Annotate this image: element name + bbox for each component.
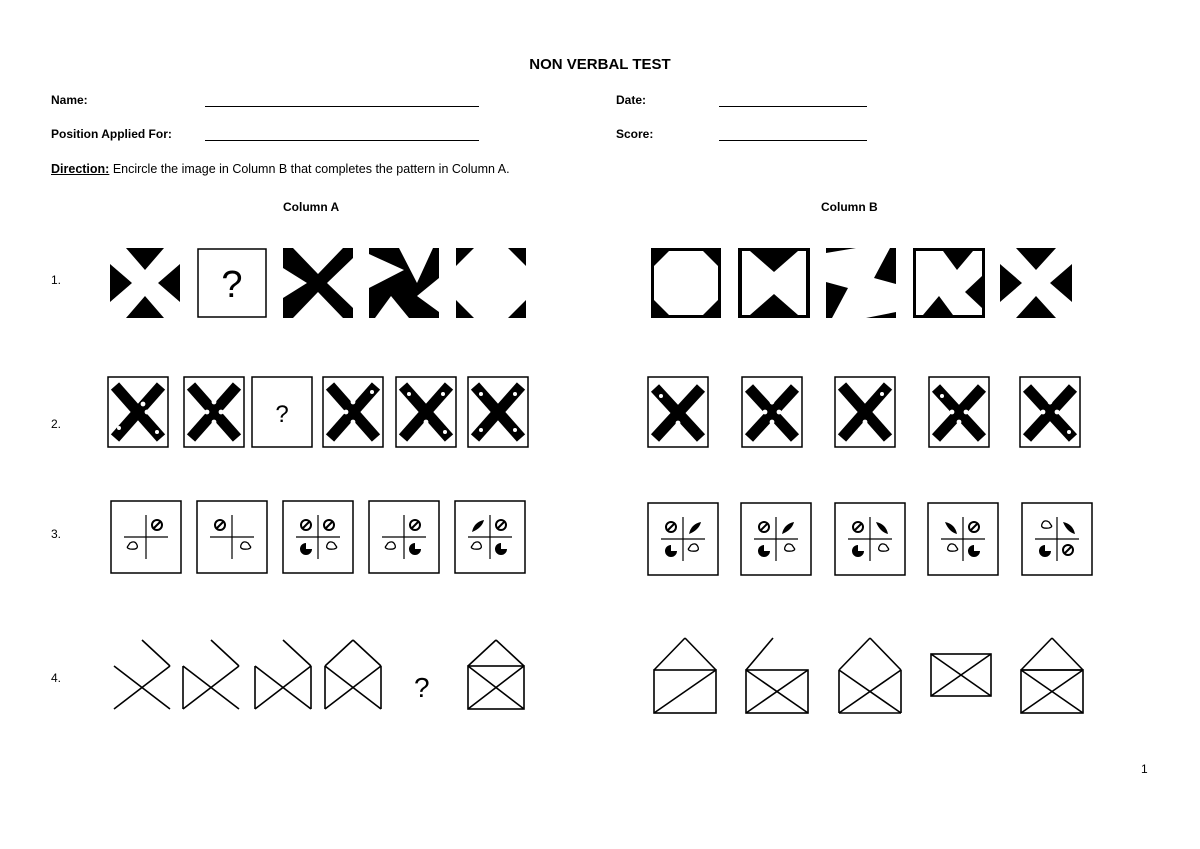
direction-body: Encircle the image in Column B that completes the pattern in Column A. — [109, 162, 510, 176]
q4-question-mark: ? — [414, 672, 430, 703]
q3-a-figure-1 — [110, 500, 182, 574]
q2-a-figure-4 — [322, 376, 384, 448]
q2-b-option-2[interactable] — [741, 376, 803, 448]
q1-question-mark: ? — [221, 264, 243, 306]
q4-b-option-5[interactable] — [1018, 636, 1086, 716]
q1-a-question-box — [197, 248, 267, 318]
q1-b-option-3[interactable] — [826, 248, 896, 318]
q1-b-option-1[interactable] — [651, 248, 721, 318]
q2-question-mark: ? — [275, 401, 289, 428]
q1-b-option-2[interactable] — [738, 248, 810, 318]
q1-b-option-5[interactable] — [1000, 248, 1072, 318]
score-label: Score: — [616, 127, 654, 141]
q4-b-option-4[interactable] — [928, 651, 994, 699]
q2-a-figure-6 — [467, 376, 529, 448]
q4-a-figure-4 — [322, 638, 384, 712]
q2-b-option-4[interactable] — [928, 376, 990, 448]
page-number: 1 — [1141, 762, 1148, 776]
name-label: Name: — [51, 93, 88, 107]
column-b-heading: Column B — [821, 200, 878, 214]
q4-a-figure-6 — [465, 638, 527, 712]
column-a-heading: Column A — [283, 200, 340, 214]
q2-a-question-box — [251, 376, 313, 448]
q3-a-figure-2 — [196, 500, 268, 574]
q2-b-option-1[interactable] — [647, 376, 709, 448]
page-title: NON VERBAL TEST — [529, 56, 671, 73]
q3-b-option-4[interactable] — [927, 502, 999, 576]
q1-a-figure-4 — [369, 248, 439, 318]
q4-b-option-1[interactable] — [651, 636, 719, 716]
q3-a-figure-4 — [368, 500, 440, 574]
q3-a-figure-5 — [454, 500, 526, 574]
q2-b-option-5[interactable] — [1019, 376, 1081, 448]
position-label: Position Applied For: — [51, 127, 172, 141]
q3-b-option-1[interactable] — [647, 502, 719, 576]
q3-b-option-5[interactable] — [1021, 502, 1093, 576]
q2-a-figure-2 — [183, 376, 245, 448]
q4-a-figure-2 — [180, 638, 242, 712]
q4-a-figure-1 — [112, 638, 172, 712]
question-2-number: 2. — [51, 417, 62, 431]
q2-b-option-3[interactable] — [834, 376, 896, 448]
q2-a-figure-5 — [395, 376, 457, 448]
question-3-number: 3. — [51, 527, 62, 541]
q3-a-figure-3 — [282, 500, 354, 574]
q3-b-option-2[interactable] — [740, 502, 812, 576]
q4-b-option-3[interactable] — [836, 636, 904, 716]
score-field[interactable] — [719, 140, 867, 141]
q3-b-option-3[interactable] — [834, 502, 906, 576]
date-label: Date: — [616, 93, 647, 107]
q4-a-figure-3 — [252, 638, 314, 712]
question-4-number: 4. — [51, 671, 62, 685]
q1-b-option-4[interactable] — [913, 248, 985, 318]
q1-a-figure-5 — [456, 248, 526, 318]
position-field[interactable] — [205, 140, 479, 141]
q1-a-figure-3 — [283, 248, 353, 318]
question-1-number: 1. — [51, 273, 62, 287]
date-field[interactable] — [719, 106, 867, 107]
q2-a-figure-1 — [107, 376, 169, 448]
q1-a-figure-1 — [110, 248, 180, 318]
name-field[interactable] — [205, 106, 479, 107]
direction-label: Direction: — [51, 162, 110, 176]
direction-text — [51, 162, 510, 176]
q4-b-option-2[interactable] — [743, 636, 811, 716]
